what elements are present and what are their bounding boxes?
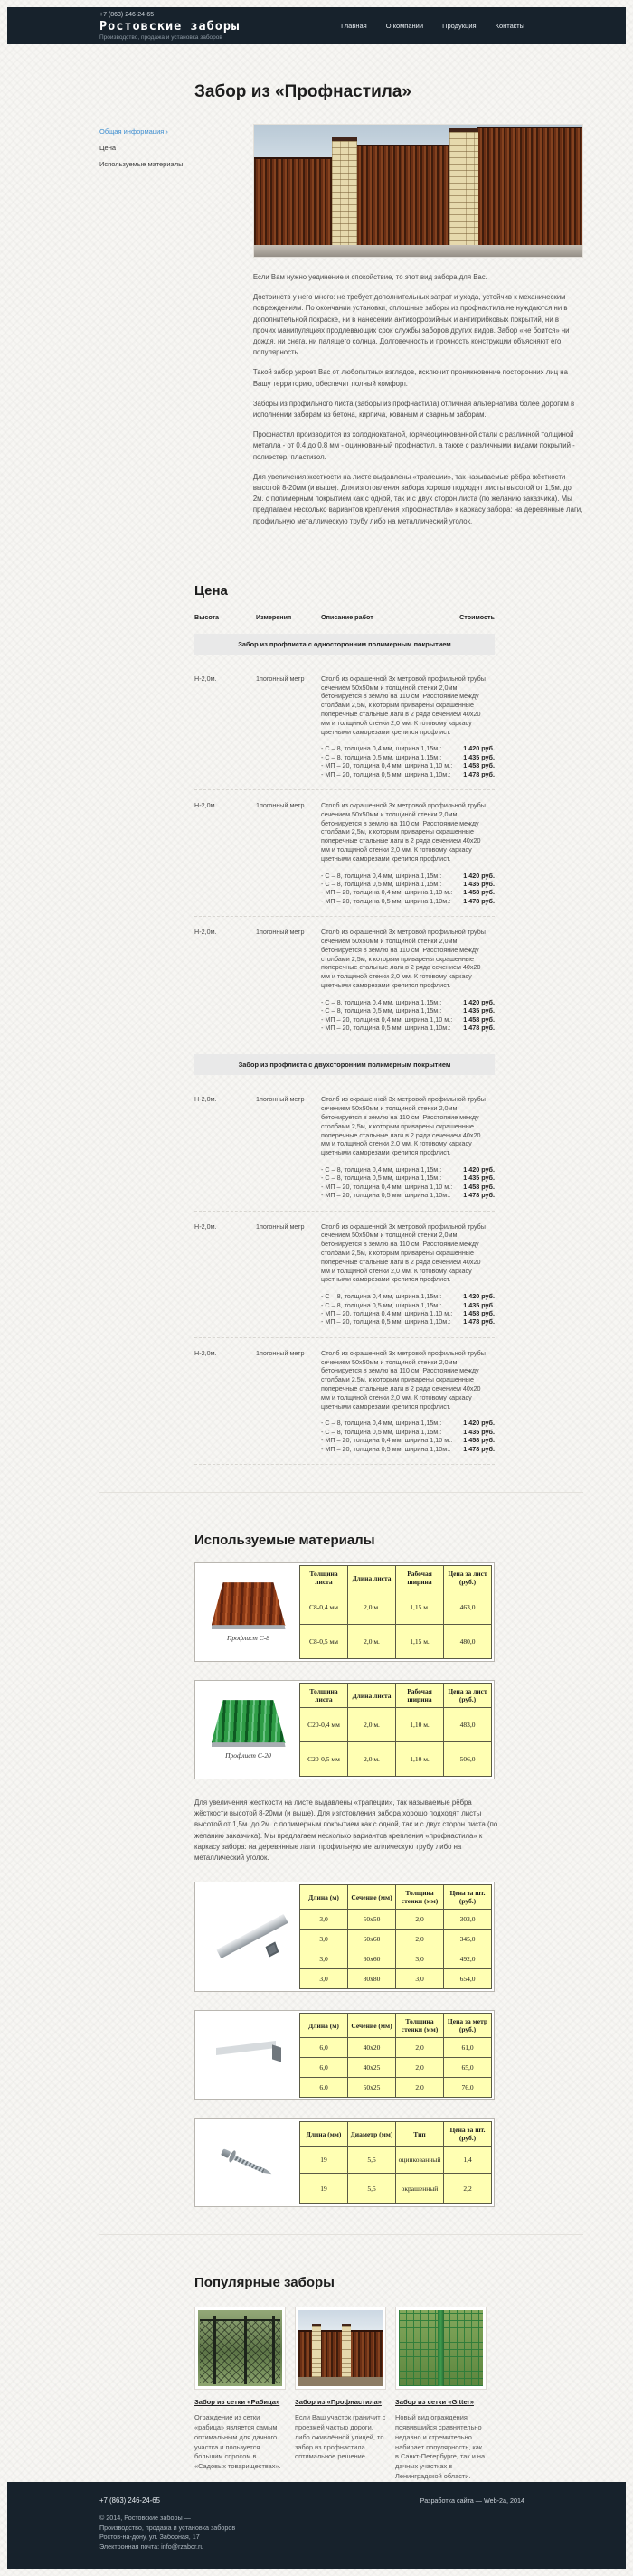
price-item-label: - С – 8, толщина 0,5 мм, ширина 1,15м.:	[321, 880, 442, 889]
card-rabitsa	[194, 2307, 286, 2482]
price-row	[194, 1095, 495, 1211]
row-measure: 1погонный метр	[256, 801, 305, 810]
col-length: Длина (м)	[300, 2014, 348, 2038]
table-row: С20-0,4 мм 2,0 м. 1,10 м. 483,0	[300, 1708, 492, 1742]
col-wall: Толщина стенки (мм)	[396, 2014, 444, 2038]
intro-paragraph: Достоинств у него много: не требует дополнительных затрат и ухода, устойчив к механическим повреждениям. По окончании установки, сплошные заборы из профнастила не нуждаются ни в дополнительной покраске, ни в нанесении антикоррозийных и антигрибковых покрытий, ни в прочих манипуляциях продлевающих срок службы заборов других видов. Забор «не боится» ни дождя, ни снега, ни палящего солнца. Долговечность и прочность конструкции объясняют его популярность.	[252, 293, 570, 357]
price-item-label: - С – 8, толщина 0,4 мм, ширина 1,15м.:	[321, 1292, 442, 1301]
price-item-label: - С – 8, толщина 0,5 мм, ширина 1,15м.:	[321, 1427, 442, 1436]
col-sheet-width: Рабочая ширина	[396, 1566, 444, 1590]
footer-info	[7, 2496, 235, 2552]
col-description: Описание работ	[321, 612, 373, 621]
price-item-label: - МП – 20, толщина 0,5 мм, ширина 1,10м.:	[321, 1191, 451, 1200]
row-description: Столб из окрашенной 3х метровой профильной трубы сечением 50х50мм и толщиной стенки 2,0мм бетонируется в землю на 110 см. Расстояние между столбами 2,5м, к которым приварены окрашенные поперечные стальные лаги в 2 ряда сечением 40х20 мм и толщиной стенки 2,0 мм. К готовому каркасу цветными саморезами крепится профлист.	[321, 928, 486, 990]
price-row	[194, 1349, 495, 1465]
screw-image	[197, 2121, 299, 2204]
material-table-screw	[194, 2118, 495, 2207]
table-row: 3,0 80х80 3,0 654,0	[300, 1969, 492, 1989]
col-diameter: Диаметр (мм)	[348, 2122, 396, 2147]
price-item-label: - С – 8, толщина 0,4 мм, ширина 1,15м.:	[321, 997, 442, 1006]
price-item-label: - МП – 20, толщина 0,5 мм, ширина 1,10м.:	[321, 1024, 451, 1033]
price-table	[194, 613, 495, 1465]
fence-panel	[355, 145, 453, 250]
table-row: 19 5,5 окрашенный 2,2	[300, 2174, 492, 2204]
intro-paragraph: Заборы из профильного листа (заборы из профнастила) отличная альтернатива более дорогим в исполнении заборам из бетона, кирпича, кованым и сварным заборам.	[252, 399, 575, 420]
table-row: С20-0,5 мм 2,0 м. 1,10 м. 506,0	[300, 1742, 492, 1777]
brick-pillar	[332, 137, 357, 250]
card-profnastil-photo[interactable]	[295, 2307, 386, 2390]
popular-cards	[194, 2307, 583, 2482]
price-item-label: - МП – 20, толщина 0,4 мм, ширина 1,10 м.:	[321, 1014, 453, 1024]
table-row: С8-0,4 мм 2,0 м. 1,15 м. 463,0	[300, 1590, 492, 1625]
price-row	[194, 928, 495, 1043]
rect-tube-image	[197, 2013, 299, 2098]
nav-item-contacts[interactable]: Контакты	[495, 22, 524, 30]
price-banner-one-side: Забор из профлиста с односторонним полимерным покрытием	[194, 634, 495, 655]
col-sheet-price: Цена за лист (руб.)	[444, 1684, 492, 1708]
price-section	[99, 583, 583, 1465]
ground	[254, 245, 582, 257]
price-item-value: 1 458 руб.	[463, 888, 495, 897]
card-rabitsa-text: Ограждение из сетки «рабица» является самым оптимальным для дачного участка и пользуется большим спросом в «Садовых товариществах».	[194, 2413, 281, 2471]
card-rabitsa-link[interactable]: Забор из сетки «Рабица»	[194, 2398, 280, 2407]
price-item-value: 1 435 руб.	[463, 1300, 495, 1309]
row-measure: 1погонный метр	[256, 1222, 305, 1231]
price-item-label: - МП – 20, толщина 0,5 мм, ширина 1,10м.:	[321, 896, 451, 905]
price-item-label: - МП – 20, толщина 0,5 мм, ширина 1,10м.:	[321, 1444, 451, 1453]
price-item-value: 1 458 руб.	[463, 1436, 495, 1445]
profsheet-c8-caption: Профлист С-8	[227, 1634, 269, 1643]
card-gitter-link[interactable]: Забор из сетки «Gitter»	[395, 2398, 474, 2407]
profsheet-c8-image	[197, 1565, 299, 1659]
col-sheet-width: Рабочая ширина	[396, 1684, 444, 1708]
fence-photo	[253, 124, 583, 258]
site-footer	[7, 2482, 626, 2569]
price-item-label: - С – 8, толщина 0,4 мм, ширина 1,15м.:	[321, 1165, 442, 1175]
price-item-label: - С – 8, толщина 0,4 мм, ширина 1,15м.:	[321, 1419, 442, 1428]
row-height: Н-2,0м.	[194, 674, 217, 683]
footer-phone: +7 (863) 246-24-65	[99, 2496, 160, 2505]
row-description: Столб из окрашенной 3х метровой профильной трубы сечением 50х50мм и толщиной стенки 2,0мм бетонируется в землю на 110 см. Расстояние между столбами 2,5м, к которым приварены окрашенные поперечные стальные лаги в 2 ряда сечением 40х20 мм и толщиной стенки 2,0 мм. К готовому каркасу цветными саморезами крепится профлист.	[321, 1095, 486, 1157]
col-measure: Измерения	[256, 612, 292, 621]
intro-paragraph: Профнастил производится из холоднокатаной, горячеоцинкованной стали с различной толщиной металла - от 0,4 до 0,8 мм - оцинкованный профнастил, а также с различными видами покрытий - полиэстер, пластизол.	[252, 430, 575, 461]
col-sheet-price: Цена за лист (руб.)	[444, 1566, 492, 1590]
price-heading: Цена	[194, 582, 228, 599]
stiffness-note: Для увеличения жесткости на листе выдавлены «трапеции», так называемые рёбра жёсткости высотой 8-20мм (и выше). Для изготовления забора хорошо подходят листы высотой от 1,5м. до 2м. с полимерным покрытием как с одной, так и с двух сторон листа (по желанию заказчика). Мы предлагаем несколько вариантов крепления «профнастила» к каркасу забора: на деревянные лаги, профильную металлическую трубу либо на металлический уголок.	[194, 1798, 498, 1863]
row-measure: 1погонный метр	[256, 1348, 305, 1357]
price-item-value: 1 478 руб.	[463, 1317, 495, 1326]
site-tagline: Производство, продажа и установка заборов	[99, 34, 222, 41]
price-item-value: 1 478 руб.	[463, 896, 495, 905]
card-profnastil-text: Если Ваш участок граничит с проезжей частью дороги, либо оживлённой улицей, то забор из профнастила оптимальное решение.	[295, 2413, 386, 2461]
section-divider	[99, 2234, 583, 2235]
price-item-label: - МП – 20, толщина 0,4 мм, ширина 1,10 м.:	[321, 1182, 453, 1191]
price-item-label: - С – 8, толщина 0,5 мм, ширина 1,15м.:	[321, 752, 442, 761]
table-row: 6,0 40х25 2,0 65,0	[300, 2058, 492, 2078]
row-height: Н-2,0м.	[194, 1222, 217, 1231]
price-item-value: 1 420 руб.	[463, 1165, 495, 1175]
price-item-value: 1 435 руб.	[463, 752, 495, 761]
price-item-label: - МП – 20, толщина 0,5 мм, ширина 1,10м.:	[321, 769, 451, 778]
main-nav	[341, 7, 626, 44]
row-description: Столб из окрашенной 3х метровой профильной трубы сечением 50х50мм и толщиной стенки 2,0мм бетонируется в землю на 110 см. Расстояние между столбами 2,5м, к которым приварены окрашенные поперечные стальные лаги в 2 ряда сечением 40х20 мм и толщиной стенки 2,0 мм. К готовому каркасу цветными саморезами крепится профлист.	[321, 674, 486, 736]
footer-email: Электронная почта: info@rzabor.ru	[99, 2543, 204, 2552]
price-item-label: - С – 8, толщина 0,5 мм, ширина 1,15м.:	[321, 1300, 442, 1309]
material-table-lag	[194, 2010, 495, 2100]
materials-heading: Используемые материалы	[194, 1533, 375, 1549]
row-height: Н-2,0м.	[194, 928, 217, 937]
col-sheet-length: Длина листа	[348, 1684, 396, 1708]
card-rabitsa-photo[interactable]	[194, 2307, 286, 2390]
price-item-value: 1 458 руб.	[463, 761, 495, 770]
row-height: Н-2,0м.	[194, 801, 217, 810]
row-height: Н-2,0м.	[194, 1348, 217, 1357]
nav-item-about[interactable]: О компании	[385, 22, 424, 30]
col-price: Цена за метр (руб.)	[444, 2014, 492, 2038]
header-phone: +7 (863) 246-24-65	[99, 12, 155, 18]
site-logo[interactable]: Ростовские заборы	[99, 19, 241, 33]
price-item-value: 1 458 руб.	[463, 1182, 495, 1191]
price-item-value: 1 420 руб.	[463, 871, 495, 880]
profsheet-c20-caption: Профлист С-20	[225, 1751, 271, 1760]
price-items	[321, 744, 495, 778]
col-price: Цена за шт. (руб.)	[444, 2122, 492, 2147]
table-row: 6,0 40х20 2,0 61,0	[300, 2038, 492, 2058]
col-cost: Стоимость	[459, 612, 495, 621]
fence-panel	[254, 157, 335, 248]
price-item-value: 1 420 руб.	[463, 1292, 495, 1301]
intro-paragraph: Такой забор укроет Вас от любопытных взглядов, исключит проникновение посторонних лиц на Вашу территорию, обеспечит полный комфорт.	[252, 368, 568, 388]
price-item-label: - С – 8, толщина 0,4 мм, ширина 1,15м.:	[321, 871, 442, 880]
card-gitter	[395, 2307, 487, 2482]
nav-item-products[interactable]: Продукция	[442, 22, 477, 30]
price-item-value: 1 420 руб.	[463, 997, 495, 1006]
footer-copyright: © 2014, Ростовские заборы —	[99, 2513, 191, 2522]
intro-section	[99, 124, 583, 536]
material-table-c20	[194, 1680, 495, 1779]
footer-tagline: Производство, продажа и установка заборов	[99, 2523, 236, 2532]
price-item-value: 1 478 руб.	[463, 1191, 495, 1200]
col-wall: Толщина стенки (мм)	[396, 1885, 444, 1910]
popular-section	[99, 2275, 583, 2482]
price-item-label: - С – 8, толщина 0,5 мм, ширина 1,15м.:	[321, 1174, 442, 1183]
profsheet-c20-image	[197, 1683, 299, 1777]
price-item-value: 1 478 руб.	[463, 1024, 495, 1033]
price-item-value: 1 420 руб.	[463, 744, 495, 753]
materials-section	[99, 1533, 583, 2207]
row-description: Столб из окрашенной 3х метровой профильной трубы сечением 50х50мм и толщиной стенки 2,0мм бетонируется в землю на 110 см. Расстояние между столбами 2,5м, к которым приварены окрашенные поперечные стальные лаги в 2 ряда сечением 40х20 мм и толщиной стенки 2,0 мм. К готовому каркасу цветными саморезами крепится профлист.	[321, 1348, 486, 1411]
price-item-value: 1 435 руб.	[463, 1006, 495, 1015]
col-price: Цена за шт. (руб.)	[444, 1885, 492, 1910]
table-row: 19 5,5 оцинкованный 1,4	[300, 2147, 492, 2174]
price-item-value: 1 478 руб.	[463, 1444, 495, 1453]
material-table-c8	[194, 1562, 495, 1662]
col-length: Длина (м)	[300, 1885, 348, 1910]
price-item-value: 1 435 руб.	[463, 880, 495, 889]
card-profnastil	[295, 2307, 386, 2482]
price-item-label: - МП – 20, толщина 0,4 мм, ширина 1,10 м.:	[321, 761, 453, 770]
price-item-label: - С – 8, толщина 0,4 мм, ширина 1,15м.:	[321, 744, 442, 753]
fence-panel	[477, 127, 582, 252]
sidebar-item-materials[interactable]: Используемые материалы	[99, 160, 184, 168]
brand-block	[7, 7, 240, 44]
row-measure: 1погонный метр	[256, 674, 305, 683]
footer-address: Ростов-на-дону, ул. Заборная, 17	[99, 2533, 200, 2542]
col-length: Длина (мм)	[300, 2122, 348, 2147]
price-item-value: 1 435 руб.	[463, 1427, 495, 1436]
card-gitter-text: Новый вид ограждения появившийся сравнительно недавно и стремительно набирает популярность, как в Санкт-Петербурге, так и на дачных участках в Ленинградской области.	[395, 2413, 486, 2481]
row-measure: 1погонный метр	[256, 1095, 305, 1104]
col-section: Сечение (мм)	[348, 1885, 396, 1910]
row-measure: 1погонный метр	[256, 928, 305, 937]
intro-main	[253, 124, 583, 536]
price-item-label: - МП – 20, толщина 0,4 мм, ширина 1,10 м.:	[321, 1309, 453, 1318]
col-sheet-thickness: Толщина листа	[300, 1684, 348, 1708]
price-banner-two-side: Забор из профлиста с двухсторонним полимерным покрытием	[194, 1054, 495, 1075]
price-table-header	[194, 613, 495, 621]
page-title: Забор из «Профнастила»	[194, 82, 411, 101]
col-section: Сечение (мм)	[348, 2014, 396, 2038]
col-height: Высота	[194, 612, 220, 621]
price-row	[194, 801, 495, 917]
price-item-label: - МП – 20, толщина 0,4 мм, ширина 1,10 м.:	[321, 1436, 453, 1445]
row-description: Столб из окрашенной 3х метровой профильной трубы сечением 50х50мм и толщиной стенки 2,0мм бетонируется в землю на 110 см. Расстояние между столбами 2,5м, к которым приварены окрашенные поперечные стальные лаги в 2 ряда сечением 40х20 мм и толщиной стенки 2,0 мм. К готовому каркасу цветными саморезами крепится профлист.	[321, 1222, 486, 1284]
price-item-value: 1 458 руб.	[463, 1309, 495, 1318]
square-tube-image	[197, 1884, 299, 1989]
sidebar-item-general-info[interactable]: Общая информация ›	[99, 127, 168, 136]
col-sheet-thickness: Толщина листа	[300, 1566, 348, 1590]
price-row	[194, 675, 495, 790]
price-item-label: - МП – 20, толщина 0,5 мм, ширина 1,10м.:	[321, 1317, 451, 1326]
brick-pillar	[449, 128, 478, 251]
card-profnastil-link[interactable]: Забор из «Профнастила»	[295, 2398, 382, 2407]
price-row	[194, 1222, 495, 1338]
price-item-value: 1 458 руб.	[463, 1014, 495, 1024]
col-sheet-length: Длина листа	[348, 1566, 396, 1590]
content	[0, 44, 633, 2482]
price-item-label: - С – 8, толщина 0,5 мм, ширина 1,15м.:	[321, 1006, 442, 1015]
row-description: Столб из окрашенной 3х метровой профильной трубы сечением 50х50мм и толщиной стенки 2,0мм бетонируется в землю на 110 см. Расстояние между столбами 2,5м, к которым приварены окрашенные поперечные стальные лаги в 2 ряда сечением 40х20 мм и толщиной стенки 2,0 мм. К готовому каркасу цветными саморезами крепится профлист.	[321, 801, 486, 863]
table-row: С8-0,5 мм 2,0 м. 1,15 м. 480,0	[300, 1625, 492, 1659]
section-divider	[99, 1492, 583, 1493]
popular-heading: Популярные заборы	[194, 2275, 335, 2291]
material-table-tube	[194, 1882, 495, 1992]
row-height: Н-2,0м.	[194, 1095, 217, 1104]
table-row: 3,0 60х60 2,0 345,0	[300, 1930, 492, 1949]
table-row: 3,0 50х50 2,0 303,0	[300, 1910, 492, 1930]
col-type: Тип	[396, 2122, 444, 2147]
card-gitter-photo[interactable]	[395, 2307, 487, 2390]
price-item-value: 1 478 руб.	[463, 769, 495, 778]
sidebar	[99, 124, 253, 536]
price-item-value: 1 420 руб.	[463, 1419, 495, 1428]
nav-item-home[interactable]: Главная	[341, 22, 367, 30]
sidebar-item-price[interactable]: Цена	[99, 144, 117, 152]
table-row: 6,0 50х25 2,0 76,0	[300, 2078, 492, 2098]
price-item-value: 1 435 руб.	[463, 1174, 495, 1183]
intro-paragraph: Если Вам нужно уединение и спокойствие, то этот вид забора для Вас.	[252, 273, 487, 281]
price-item-label: - МП – 20, толщина 0,4 мм, ширина 1,10 м.:	[321, 888, 453, 897]
table-row: 3,0 60х60 3,0 492,0	[300, 1949, 492, 1969]
footer-credit: Разработка сайта — Web-2a, 2014	[420, 2496, 524, 2505]
intro-paragraph: Для увеличения жесткости на листе выдавлены «трапеции», так называемые рёбра жёсткости высотой 8-20мм (и выше). Для изготовления забора хорошо подходят листы высотой от 1,5м. до 2м. с полимерным покрытием как с одной, так и с двух сторон листа (по желанию заказчика). Мы предлагаем несколько вариантов крепления «профнастила» к каркасу забора: на деревянные лаги, профильную металлическую трубу либо на металлический уголок.	[252, 472, 583, 525]
site-header	[7, 7, 626, 44]
